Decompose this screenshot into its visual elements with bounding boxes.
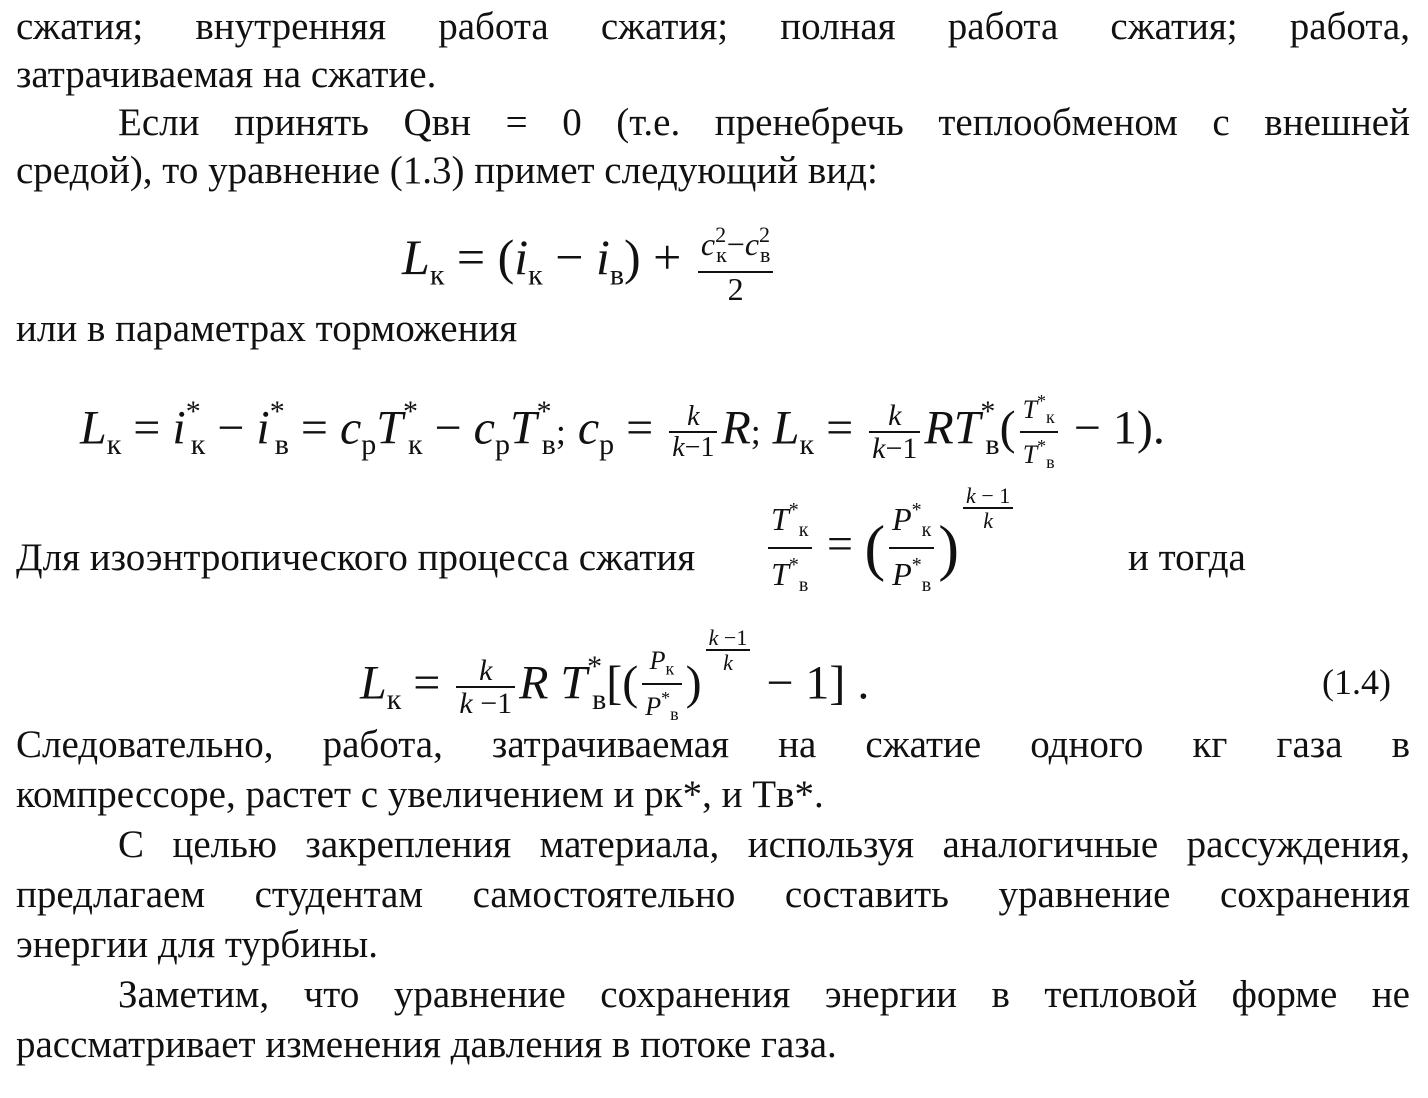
equation-number: (1.4) <box>1322 662 1391 702</box>
text-line-11: энергии для турбины. <box>16 923 378 966</box>
text-line-13: рассматривает изменения давления в потоке газа. <box>16 1023 837 1066</box>
text-line-8: компрессоре, растет с увеличением и pк*, и Tв*. <box>16 773 824 816</box>
text-line-6-pre: Для изоэнтропического процесса сжатия <box>16 536 696 579</box>
text-line-5: или в параметрах торможения <box>16 307 518 350</box>
text-line-1: сжатия; внутренняя работа сжатия; полная работа сжатия; работа, <box>16 5 1410 48</box>
text-line-2: затрачиваемая на сжатие. <box>16 53 437 96</box>
text-line-10: предлагаем студентам самостоятельно составить уравнение сохранения <box>16 873 1410 916</box>
text-line-6-post: и тогда <box>1128 536 1246 579</box>
equation-2: $L_к = i^*_к - i^*_в = c_pT^*_к - c_pT^*_в$; $c_р$ = $\frac{k}{k-1}$ R; $L_к$ = $\frac{k}{k-1}$ $RT^*_в$( $\frac{T^*_к}{T^*_в}$ − 1). <box>80 382 1165 477</box>
text-line-9: С целью закрепления материала, используя аналогичные рассуждения, <box>118 823 1410 866</box>
equation-1: $L_к = (i_к - i_в)$ + $\frac{c^2_к-c^2_в}{2}$ <box>402 218 777 307</box>
text-line-4: средой), то уравнение (1.3) примет следующий вид: <box>16 149 878 192</box>
text-line-3: Если принять Qвн = 0 (т.е. пренебречь теплообменом с внешней <box>118 101 1410 144</box>
equation-3: $\frac{T^*к}{T^*в}$ = ( $\frac{P^*к}{P^*в}$ ) $\frac{k - 1}{k}$ <box>764 484 1017 603</box>
equation-4: $L_к$ = $\frac{k}{k -1}$ R $T^*_в$[( $\frac{P_к}{P^*_в}$ ) $\frac{k -1}{k}$ − 1] . <box>360 624 870 724</box>
text-line-7: Следовательно, работа, затрачиваемая на сжатие одного кг газа в <box>16 723 1410 766</box>
text-line-12: Заметим, что уравнение сохранения энергии в тепловой форме не <box>118 973 1410 1016</box>
